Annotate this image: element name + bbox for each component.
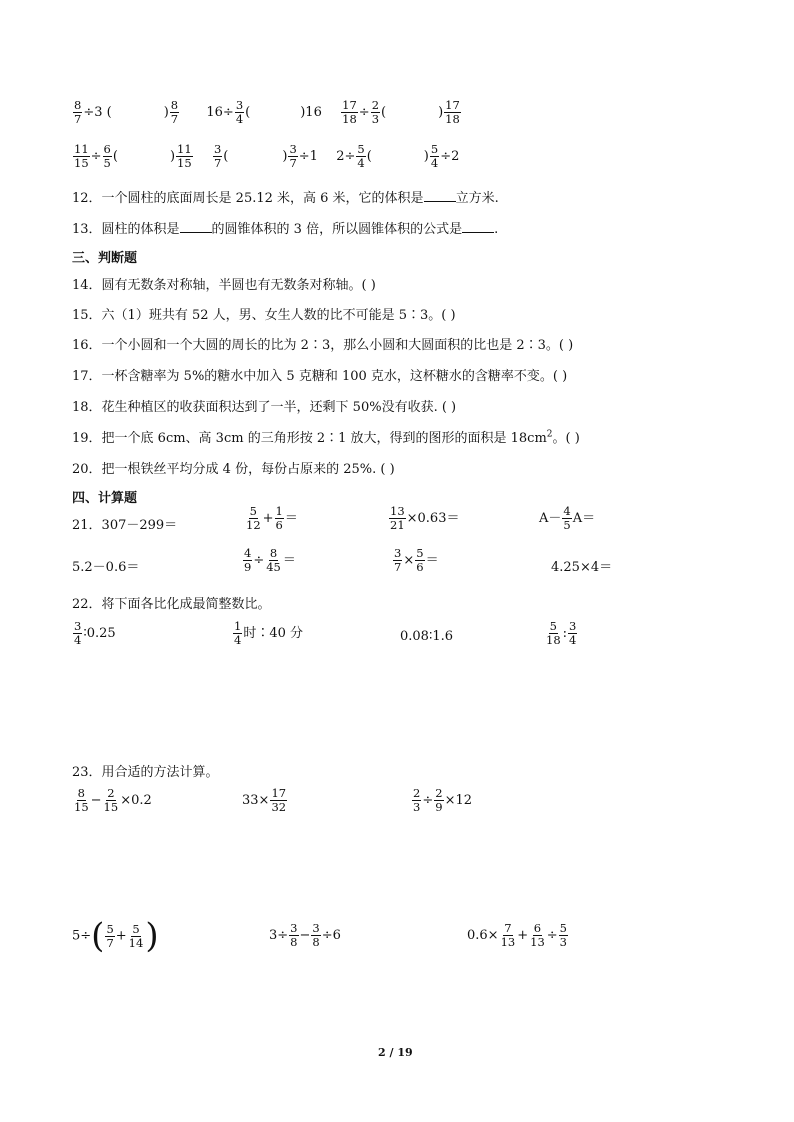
- fraction: $\frac{17}{18}$: [445, 98, 460, 126]
- question-23-title: 23．用合适的方法计算。: [72, 765, 219, 780]
- q21-item-6: $\frac{4}{9}$ ÷ $\frac{8}{45}$ ＝: [244, 546, 296, 574]
- question-14: 14．圆有无数条对称轴，半圆也有无数条对称轴。( ): [72, 278, 376, 293]
- question-19: 19．把一个底 6cm、高 3cm 的三角形按 2∶1 放大，得到的图形的面积是 $18cm^2$。( ): [72, 429, 580, 446]
- page-number: 2 / 19: [378, 1046, 413, 1059]
- q23-item-2: 33× $\frac{17}{32}$: [242, 786, 287, 814]
- fraction: $\frac{3}{7}$: [289, 142, 297, 170]
- q23-item-6: 0.6× $\frac{7}{13}$ + $\frac{6}{13}$ ÷ $\frac{5}{3}$: [467, 921, 567, 949]
- q22-item-1: $\frac{3}{4}$ ∶0.25: [74, 619, 116, 647]
- fraction: $\frac{2}{3}$: [371, 98, 380, 126]
- answer-blank[interactable]: [424, 189, 456, 202]
- section-heading-calculation: 四、计算题: [72, 491, 138, 506]
- fraction: $\frac{3}{7}$: [213, 142, 222, 170]
- q22-item-3: 0.08∶1.6: [400, 629, 454, 644]
- q23-item-1: $\frac{8}{15}$ − $\frac{2}{15}$ ×0.2: [74, 786, 152, 814]
- fraction: $\frac{11}{15}$: [177, 142, 192, 170]
- q23-item-5: 3÷ $\frac{3}{8}$ − $\frac{3}{8}$ ÷6: [269, 921, 341, 949]
- q21-item-1: 21．307－299＝: [72, 518, 178, 533]
- q22-item-2: $\frac{1}{4}$ 时∶40 分: [234, 619, 304, 647]
- fraction: $\frac{5}{4}$: [430, 142, 439, 170]
- fraction: $\frac{6}{5}$: [103, 142, 111, 170]
- q22-item-4: $\frac{5}{18}$ : $\frac{3}{4}$: [546, 619, 577, 647]
- answer-blank[interactable]: [180, 220, 212, 233]
- q21-item-4: A－ $\frac{4}{5}$ A＝: [539, 504, 596, 532]
- section-heading-judgement: 三、判断题: [72, 251, 138, 266]
- fraction: $\frac{3}{4}$: [235, 98, 244, 126]
- q21-item-2: $\frac{5}{12}$ + $\frac{1}{6}$ ＝: [246, 504, 298, 532]
- question-20: 20．把一根铁丝平均分成 4 份，每份占原来的 25%. ( ): [72, 462, 395, 477]
- q21-item-5: 5.2－0.6＝: [72, 560, 140, 575]
- question-13: 13．圆柱的体积是 的圆锥体积的 3 倍，所以圆锥体积的公式是 .: [72, 222, 499, 237]
- question-18: 18．花生种植区的收获面积达到了一半，还剩下 50%没有收获. ( ): [72, 400, 457, 415]
- q21-item-8: 4.25×4＝: [551, 560, 613, 575]
- answer-blank[interactable]: [462, 220, 494, 233]
- question-22-title: 22．将下面各比化成最简整数比。: [72, 597, 271, 612]
- q23-item-3: $\frac{2}{3}$ ÷ $\frac{2}{9}$ ×12: [413, 786, 472, 814]
- q23-item-4: 5÷( $\frac{5}{7}$ + $\frac{5}{14}$ ): [72, 916, 159, 956]
- question-12: 12．一个圆柱的底面周长是 25.12 米，高 6 米，它的体积是 立方米.: [72, 191, 499, 206]
- fraction: $\frac{11}{15}$: [74, 142, 89, 170]
- fraction: $\frac{17}{18}$: [342, 98, 357, 126]
- compare-row-2: $\frac{11}{15}$ ÷ $\frac{6}{5}$ ( ) $\frac{11}{15}$ $\frac{3}{7}$ ( ) $\frac{3}{7}$ ÷1 2÷ $\frac{5}{4}$ ( ) $\frac{5}{4}$ ÷2: [74, 142, 460, 170]
- compare-row-1: $\frac{8}{7}$ ÷3 ( ) $\frac{8}{7}$ 16÷ $\frac{3}{4}$ ( )16 $\frac{17}{18}$ ÷ $\frac{2}{3}$ ( ) $\frac{17}{18}$: [74, 98, 460, 126]
- fraction: $\frac{5}{4}$: [357, 142, 365, 170]
- q21-item-3: $\frac{13}{21}$ ×0.63＝: [390, 504, 460, 532]
- q21-item-7: $\frac{3}{7}$ × $\frac{5}{6}$ ＝: [394, 546, 439, 574]
- fraction: $\frac{8}{7}$: [170, 98, 179, 126]
- question-15: 15．六（1）班共有 52 人，男、女生人数的比不可能是 5∶3。( ): [72, 308, 456, 323]
- fraction: $\frac{8}{7}$: [74, 98, 82, 126]
- question-17: 17．一杯含糖率为 5%的糖水中加入 5 克糖和 100 克水，这杯糖水的含糖率不变。( ): [72, 369, 568, 384]
- question-16: 16．一个小圆和一个大圆的周长的比为 2∶3，那么小圆和大圆面积的比也是 2∶3。( ): [72, 338, 574, 353]
